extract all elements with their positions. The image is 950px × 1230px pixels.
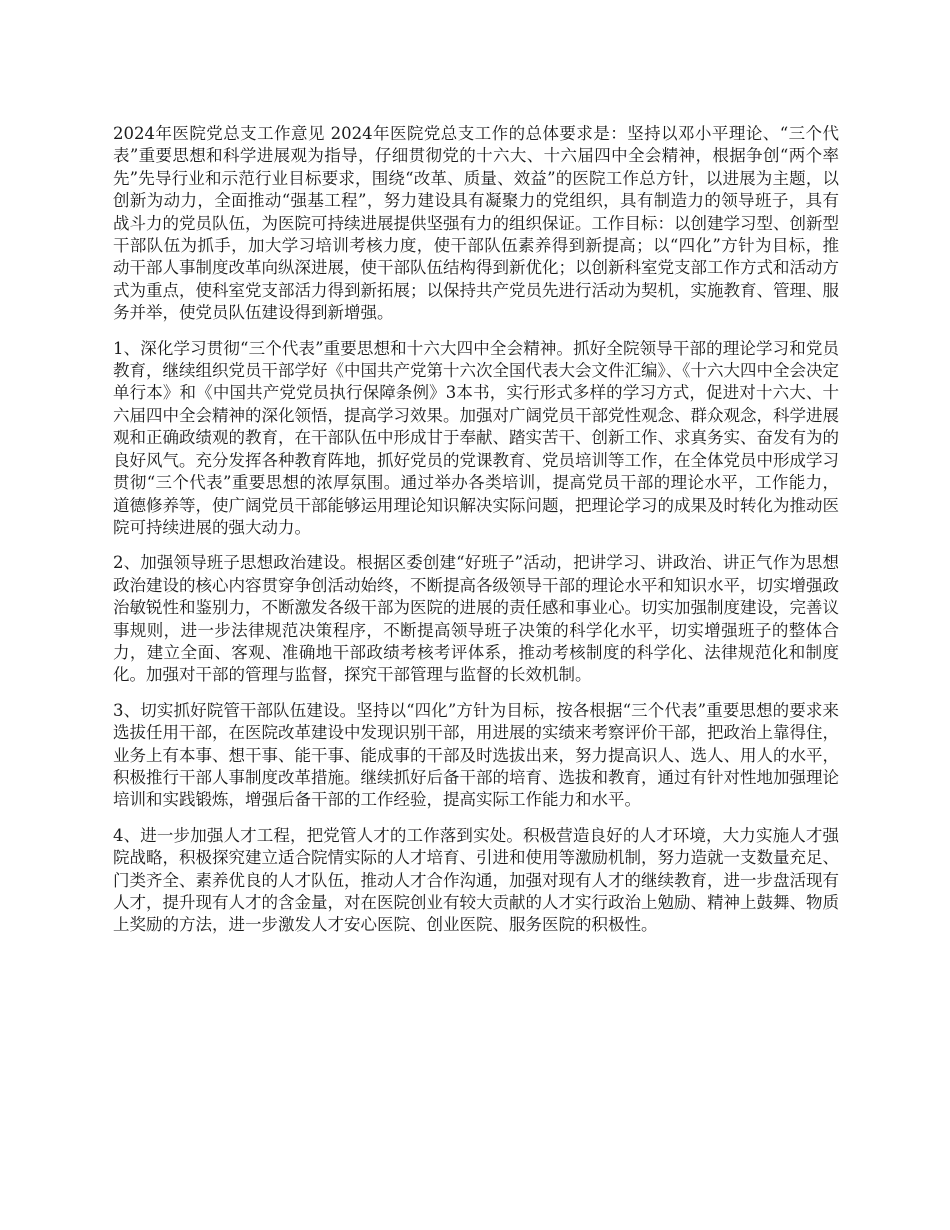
intro-paragraph: 2024年医院党总支工作意见 2024年医院党总支工作的总体要求是：坚持以邓小平理论、“三个代表”重要思想和科学进展观为指导，仔细贯彻党的十六大、十六届四中全会精神，根据争创“两个率先”先导行业和示范行业目标要求，围绕“改革、质量、效益”的医院工作总方针，以进展为主题，以创新为动力，全面推动“强基工程”，努力建设具有凝聚力的党组织，具有制造力的领导班子，具有战斗力的党员队伍，为医院可持续进展提供坚强有力的组织保证。工作目标：以创建学习型、创新型干部队伍为抓手，加大学习培训考核力度，使干部队伍素养得到新提高；以“四化”方针为目标，推动干部人事制度改革向纵深进展，使干部队伍结构得到新优化；以创新科室党支部工作方式和活动方式为重点，使科室党支部活力得到新拓展；以保持共产党员先进行活动为契机，实施教育、管理、服务并举，使党员队伍建设得到新增强。 [113, 124, 839, 323]
section-2-paragraph: 2、加强领导班子思想政治建设。根据区委创建“好班子”活动，把讲学习、讲政治、讲正气作为思想政治建设的核心内容贯穿争创活动始终，不断提高各级领导干部的理论水平和知识水平，切实增强政治敏锐性和鉴别力，不断激发各级干部为医院的进展的责任感和事业心。切实加强制度建设，完善议事规则，进一步法律规范决策程序，不断提高领导班子决策的科学化水平，切实增强班子的整体合力，建立全面、客观、准确地干部政绩考核考评体系，推动考核制度的科学化、法律规范化和制度化。加强对干部的管理与监督，探究干部管理与监督的长效机制。 [113, 553, 839, 685]
document-body [113, 123, 839, 950]
section-3-paragraph: 3、切实抓好院管干部队伍建设。坚持以“四化”方针为目标，按各根据“三个代表”重要思想的要求来选拔任用干部，在医院改革建设中发现识别干部，用进展的实绩来考察评价干部，把政治上靠得住，业务上有本事、想干事、能干事、能成事的干部及时选拔出来，努力提高识人、选人、用人的水平，积极推行干部人事制度改革措施。继续抓好后备干部的培育、选拔和教育，通过有针对性地加强理论培训和实践锻炼，增强后备干部的工作经验，提高实际工作能力和水平。 [113, 700, 839, 810]
section-4-paragraph: 4、进一步加强人才工程，把党管人才的工作落到实处。积极营造良好的人才环境，大力实施人才强院战略，积极探究建立适合院情实际的人才培育、引进和使用等激励机制，努力造就一支数量充足、门类齐全、素养优良的人才队伍，推动人才合作沟通，加强对现有人才的继续教育，进一步盘活现有人才，提升现有人才的含金量，对在医院创业有较大贡献的人才实行政治上勉励、精神上鼓舞、物质上奖励的方法，进一步激发人才安心医院、创业医院、服务医院的积极性。 [113, 825, 839, 935]
section-1-paragraph: 1、深化学习贯彻“三个代表”重要思想和十六大四中全会精神。抓好全院领导干部的理论学习和党员教育，继续组织党员干部学好《中国共产党第十六次全国代表大会文件汇编》、《十六大四中全会决定单行本》和《中国共产党党员执行保障条例》3本书，实行形式多样的学习方式，促进对十六大、十六届四中全会精神的深化领悟，提高学习效果。加强对广阔党员干部党性观念、群众观念，科学进展观和正确政绩观的教育，在干部队伍中形成甘于奉献、踏实苦干、创新工作、求真务实、奋发有为的良好风气。充分发挥各种教育阵地，抓好党员的党课教育、党员培训等工作，在全体党员中形成学习贯彻“三个代表”重要思想的浓厚氛围。通过举办各类培训，提高党员干部的理论水平，工作能力，道德修养等，使广阔党员干部能够运用理论知识解决实际问题，把理论学习的成果及时转化为推动医院可持续进展的强大动力。 [113, 338, 839, 537]
